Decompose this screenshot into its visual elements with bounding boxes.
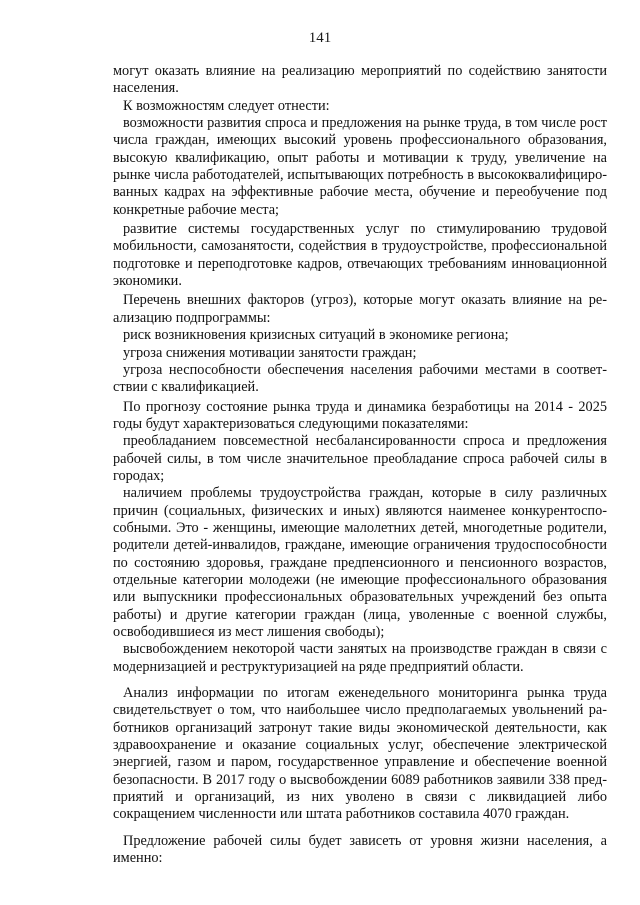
paragraph-7: угроза снижения мотивации занятости граждан; — [123, 344, 417, 361]
paragraph-13: Анализ информации по итогам еженедельного мониторинга рынка труда свидетельствует о том, что наибольшее число предполагаемых увольнений работников организаций затронут такие виды экономической деятельности, как здравоохранение и оказание социальных услуг, обеспечение электрической энергией, газом и паром, государственное управление и обеспечение военной безопасности. В 2017 году о высвобождении 6089 работников заявили 338 предприятий и организаций, из них уволено в связи с ликвидацией либо сокращением численности или штата работников составила 4070 граждан. — [113, 685, 607, 823]
paragraph-8: угроза неспособности обеспечения населения рабочими местами в соответствии с квалификацией. — [113, 361, 607, 396]
paragraph-2: К возможностям следует отнести: — [123, 97, 330, 114]
paragraph-6: риск возникновения кризисных ситуаций в экономике региона; — [123, 327, 509, 344]
paragraph-1: могут оказать влияние на реализацию мероприятий по содействию занятости населения. — [113, 63, 607, 97]
page-number: 141 — [308, 30, 332, 46]
paragraph-3: возможности развития спроса и предложения на рынке труда, в том числе рост числа граждан, имеющих высокий уровень профессионального образования, высокую квалификацию, опыт работы и мотивации к труду, увеличение на рынке числа работодателей, испытывающих потребность в высококвалифицированных кадрах на эффективные рабочие места, обучение и переобучение под конкретные рабочие места; — [113, 115, 607, 218]
paragraph-9: По прогнозу состояние рынка труда и динамика безработицы на 2014 - 2025 годы будут характеризоваться следующими показателями: — [113, 398, 607, 432]
paragraph-10: преобладанием повсеместной несбалансированности спроса и предложения рабочей силы, в том числе значительное преобладание спроса рабочей силы в городах; — [113, 433, 607, 484]
paragraph-5: Перечень внешних факторов (угроз), которые могут оказать влияние на реализацию подпрограммы: — [113, 292, 607, 326]
paragraph-4: развитие системы государственных услуг по стимулированию трудовой мобильности, самозанятости, содействия в трудоустройстве, профессиональной подготовке и переподготовке кадров, отвечающих требованиям инновационной экономики. — [113, 221, 607, 290]
paragraph-14: Предложение рабочей силы будет зависеть от уровня жизни населения, а именно: — [113, 832, 607, 867]
paragraph-11: наличием проблемы трудоустройства граждан, которые в силу различных причин (социальных, физических и иных) являются наименее конкурентоспособными. Это - женщины, имеющие малолетних детей, многодетные родители, родители детей-инвалидов, граждане, имеющие ограничения трудоспособности по состоянию здоровья, граждане предпенсионного и пенсионного возрастов, отдельные категории молодежи (не имеющие профессионального образования или выпускники профессиональных образовательных учреждений без опыта работы) и другие категории граждан (лица, уволенные с военной службы, освободившиеся из мест лишения свободы); — [113, 485, 607, 640]
page-body — [113, 63, 607, 867]
paragraph-12: высвобождением некоторой части занятых на производстве граждан в связи с модернизацией и реструктуризацией на ряде предприятий области. — [113, 641, 607, 675]
